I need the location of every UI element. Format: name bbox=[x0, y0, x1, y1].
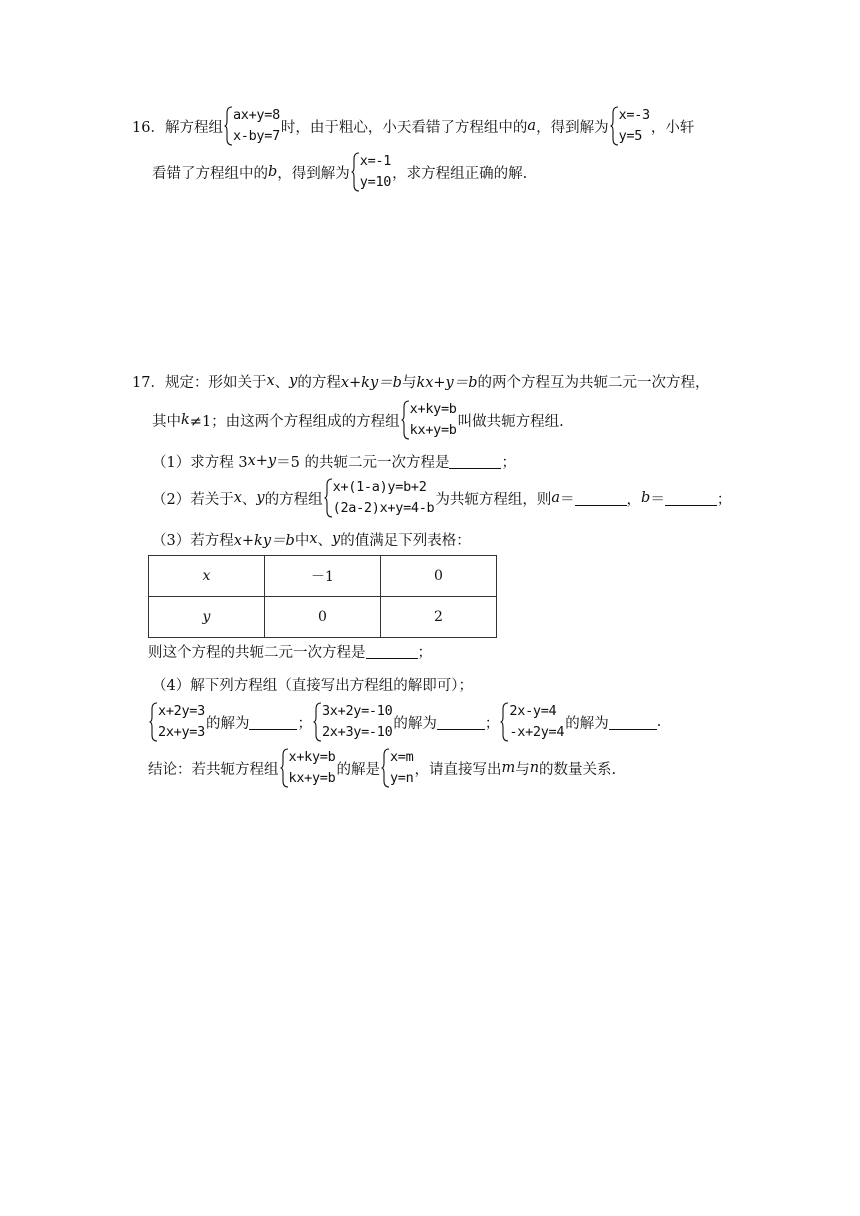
q16-line1 bbox=[132, 104, 694, 148]
part2-text: ＝ bbox=[560, 491, 575, 508]
var-b: b bbox=[268, 164, 278, 180]
equation: x+ky=b bbox=[288, 749, 336, 765]
part2-text: 为共轭方程组，则 bbox=[435, 491, 552, 508]
equation: 2x+y=3 bbox=[158, 724, 205, 740]
part2-text: 的方程组 bbox=[264, 491, 323, 508]
equation: (2a-2)x+y=4-b bbox=[332, 500, 435, 516]
part4-system-3 bbox=[500, 702, 564, 742]
part3-text: 的值满足下列表格： bbox=[340, 532, 471, 549]
table-row bbox=[149, 597, 497, 638]
q16-text-7: ，求方程组正确的解. bbox=[392, 165, 528, 182]
var-y: y bbox=[332, 531, 341, 547]
q17-line2 bbox=[152, 398, 564, 442]
brace-icon bbox=[381, 748, 390, 788]
brace-icon bbox=[149, 702, 158, 742]
conclusion-system-2 bbox=[381, 748, 413, 788]
var-x: x bbox=[247, 453, 256, 469]
values-table bbox=[148, 555, 497, 638]
q17-text: ≠1；由这两个方程组成的方程组 bbox=[189, 413, 400, 430]
q17-text: 的两个方程互为共轭二元一次方程， bbox=[477, 374, 710, 391]
brace-icon bbox=[500, 702, 509, 742]
q16-number: 16． bbox=[132, 119, 165, 136]
var-x: x bbox=[233, 490, 242, 506]
conclusion-text: ，请直接写出 bbox=[414, 761, 502, 778]
equation: x+2y=3 bbox=[158, 703, 205, 719]
var-n: n bbox=[529, 760, 540, 776]
answer-blank[interactable] bbox=[249, 715, 297, 730]
answer-blank[interactable] bbox=[449, 454, 501, 469]
part2-text: ， bbox=[626, 491, 642, 508]
separator: 、 bbox=[274, 374, 290, 391]
table-row bbox=[149, 556, 497, 597]
part2-text: ＝ bbox=[650, 491, 665, 508]
equation: x+(1-a)y=b+2 bbox=[332, 479, 427, 495]
answer-blank[interactable] bbox=[609, 715, 657, 730]
part4-system-1 bbox=[149, 702, 205, 742]
brace-icon bbox=[224, 106, 233, 146]
table-cell: 0 bbox=[381, 556, 497, 597]
equation: kx+y=b bbox=[288, 770, 336, 786]
conclusion-text: 与 bbox=[515, 761, 530, 778]
q17-text: 与 bbox=[401, 374, 417, 391]
q17-text: 规定：形如关于 bbox=[164, 374, 267, 391]
q17-part4-systems bbox=[148, 700, 661, 744]
equation: x=m bbox=[389, 749, 414, 765]
part4-text: . bbox=[656, 714, 662, 730]
answer-blank-a[interactable] bbox=[575, 491, 627, 506]
separator: 、 bbox=[317, 532, 333, 549]
conclusion-text: 的解是 bbox=[336, 761, 380, 778]
var-b: b bbox=[641, 490, 651, 506]
equation: y=n bbox=[389, 770, 414, 786]
q17-text: 叫做共轭方程组. bbox=[457, 413, 564, 430]
equation: x=-1 bbox=[359, 153, 392, 169]
brace-icon bbox=[324, 478, 333, 518]
var-x: x bbox=[266, 373, 275, 389]
inline-equation: x+ky＝b bbox=[340, 374, 402, 391]
table-cell: 2 bbox=[381, 597, 497, 638]
equation: x+ky=b bbox=[409, 401, 457, 417]
part4-text: ； bbox=[297, 715, 312, 732]
q16-text-1: 解方程组 bbox=[164, 119, 223, 136]
conclusion-system-1 bbox=[280, 748, 336, 788]
q17-system-def bbox=[401, 400, 457, 440]
part2-text: ； bbox=[716, 491, 732, 508]
inline-equation: kx+y＝b bbox=[416, 374, 478, 391]
answer-blank[interactable] bbox=[437, 715, 485, 730]
q16-line2 bbox=[152, 150, 527, 194]
part4-text: 的解为 bbox=[565, 715, 609, 732]
brace-icon bbox=[280, 748, 289, 788]
table-cell: x bbox=[149, 556, 265, 597]
part3-text: ； bbox=[417, 644, 432, 661]
q16-text-3: ，得到解为 bbox=[536, 119, 609, 136]
q17-part2 bbox=[152, 476, 731, 520]
equation: -x+2y=4 bbox=[509, 724, 565, 740]
equation: kx+y=b bbox=[409, 422, 457, 438]
q16-text-6: ，得到解为 bbox=[277, 165, 350, 182]
equation: 2x-y=4 bbox=[509, 703, 557, 719]
q17-number: 17． bbox=[132, 374, 165, 391]
var-x: x bbox=[309, 531, 318, 547]
q16-system-1 bbox=[224, 106, 280, 146]
equation: x=-3 bbox=[618, 107, 650, 123]
q16-text-2: 时，由于粗心，小天看错了方程组中的 bbox=[280, 119, 528, 136]
q17-part3-after bbox=[148, 640, 432, 662]
q16-system-3 bbox=[351, 152, 391, 192]
part2-text: （2）若关于 bbox=[152, 491, 234, 508]
part1-text: （1）求方程 3 bbox=[152, 454, 248, 471]
q17-conclusion bbox=[148, 746, 616, 790]
var-k: k bbox=[181, 412, 190, 428]
part1-text: ＝5 的共轭二元一次方程是 bbox=[276, 454, 450, 471]
var-a: a bbox=[551, 490, 561, 506]
inline-equation: x+ky＝b bbox=[233, 532, 295, 549]
q17-part1 bbox=[152, 450, 516, 472]
q16-text-4: ，小轩 bbox=[650, 119, 695, 136]
part2-system bbox=[324, 478, 435, 518]
part1-text: ； bbox=[501, 454, 516, 471]
var-y: y bbox=[289, 373, 298, 389]
table-cell: －1 bbox=[265, 556, 381, 597]
part4-text: 的解为 bbox=[393, 715, 437, 732]
conclusion-text: 结论：若共轭方程组 bbox=[148, 761, 279, 778]
q17-part4-intro bbox=[152, 673, 473, 695]
equation: x-by=7 bbox=[232, 128, 280, 144]
brace-icon bbox=[313, 702, 322, 742]
equation: y=5 bbox=[618, 128, 643, 144]
q17-part3 bbox=[152, 528, 471, 550]
equation: y=10 bbox=[359, 174, 392, 190]
equation: ax+y=8 bbox=[232, 107, 280, 123]
var-y: y bbox=[256, 490, 265, 506]
q17-line1 bbox=[132, 370, 710, 392]
part4-system-2 bbox=[313, 702, 392, 742]
table-cell: y bbox=[149, 597, 265, 638]
answer-blank-b[interactable] bbox=[665, 491, 717, 506]
q16-system-2 bbox=[610, 106, 650, 146]
equation: 3x+2y=-10 bbox=[321, 703, 393, 719]
part3-text: 中 bbox=[294, 532, 310, 549]
var-a: a bbox=[527, 118, 537, 134]
brace-icon bbox=[610, 106, 619, 146]
q16-text-5: 看错了方程组中的 bbox=[152, 165, 268, 182]
part3-text: （3）若方程 bbox=[152, 532, 234, 549]
part4-text: 的解为 bbox=[205, 715, 250, 732]
var-m: m bbox=[501, 760, 516, 776]
separator: 、 bbox=[241, 491, 257, 508]
brace-icon bbox=[351, 152, 360, 192]
conclusion-text: 的数量关系. bbox=[539, 761, 617, 778]
part4-text: （4）解下列方程组（直接写出方程组的解即可）； bbox=[152, 677, 473, 694]
equation: 2x+3y=-10 bbox=[321, 724, 393, 740]
part3-text: 则这个方程的共轭二元一次方程是 bbox=[148, 644, 366, 661]
q17-text: 的方程 bbox=[297, 374, 341, 391]
q17-text: 其中 bbox=[152, 413, 181, 430]
answer-blank[interactable] bbox=[366, 644, 418, 659]
part1-text: + bbox=[255, 453, 268, 469]
var-y: y bbox=[267, 453, 277, 469]
brace-icon bbox=[401, 400, 410, 440]
part4-text: ； bbox=[484, 715, 500, 732]
table-cell: 0 bbox=[265, 597, 381, 638]
